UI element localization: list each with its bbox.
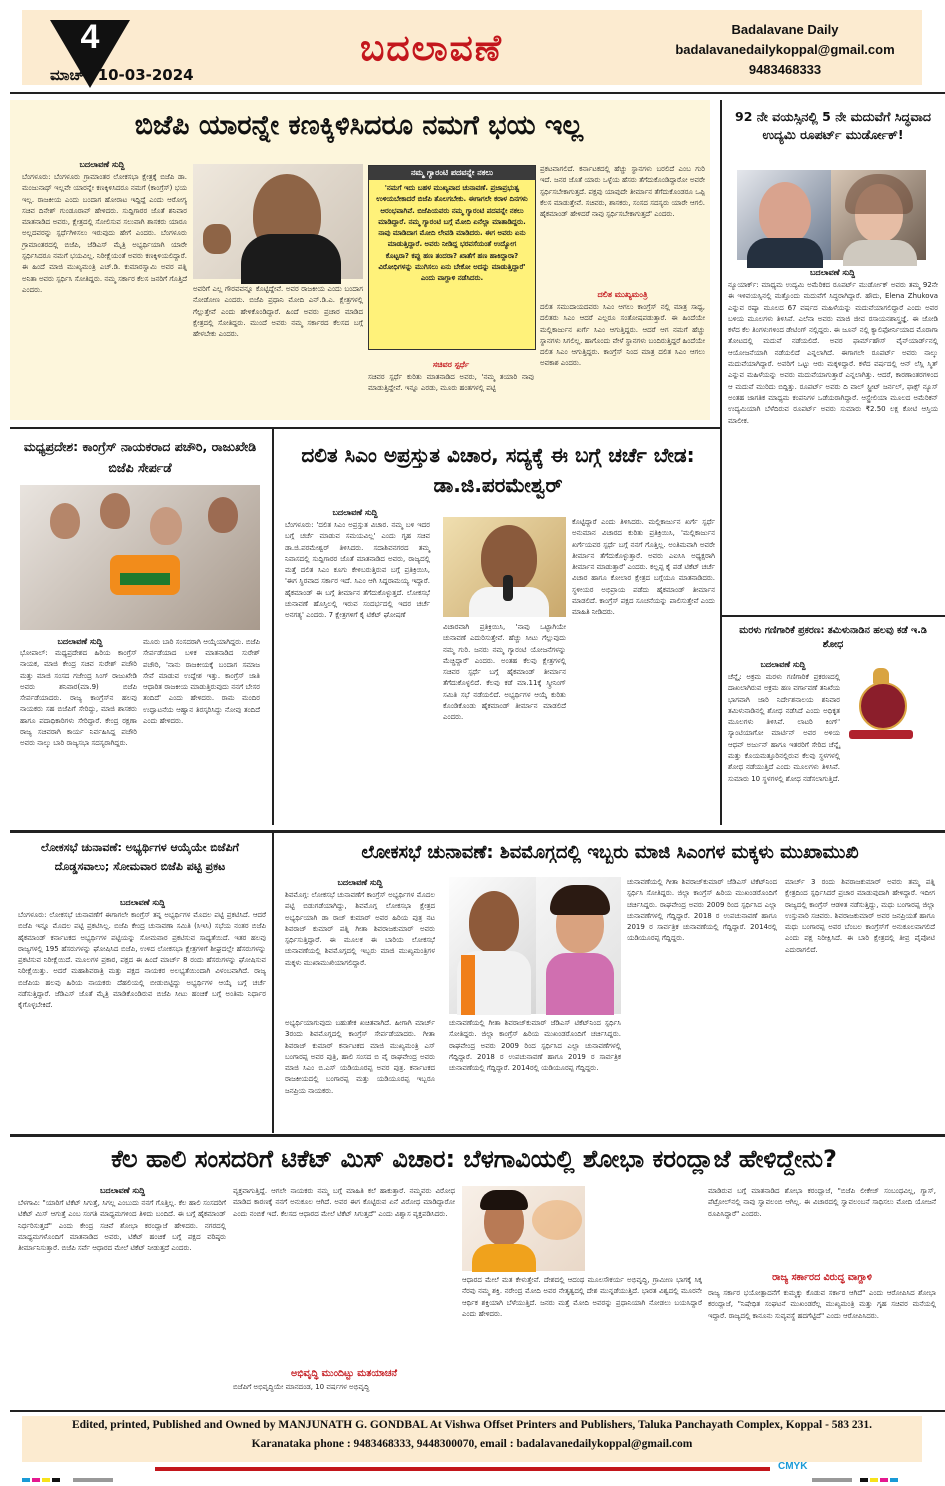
dalit-cm-col2: ವಿಚಾರವಾಗಿ ಪ್ರತಿಕ್ರಿಯಿಸಿ, 'ನಾವು ಒಟ್ಟಾಗಿಯೇ ಚುನಾವಣೆ ಎದುರಿಸುತ್ತೇವೆ. ಹೆಚ್ಚು ಸೀಟು ಗೆಲ್ಲುವುದು ನಮ್ಮ ಗುರಿ. ಜನರು ನಮ್ಮ ಗ್ಯಾರಂಟಿ ಯೋಜನೆಗಳನ್ನು ಮೆಚ್ಚಿದ್ದಾರೆ' ಎಂದರು. ಅಂತಹ ಕೆಲವು ಕ್ಷೇತ್ರಗಳಲ್ಲಿ ಸಚಿವರ ಸ್ಪರ್ಧೆ ಬಗ್ಗೆ ಹೈಕಮಾಂಡ್ ತೀರ್ಮಾನ ತೆಗೆದುಕೊಳ್ಳಲಿದೆ. ಕೆಲವು ಕಡೆ ಮಾ.11ಕ್ಕೆ ಸ್ಕ್ರೀನಿಂಗ್ ಸಮಿತಿ ಸಭೆ ನಡೆಯಲಿದೆ. ಅಭ್ಯರ್ಥಿಗಳ ಆಯ್ಕೆ ಕುರಿತು ಕೊಂಡಿಕೊಂಡು ಹೈಕಮಾಂಡ್ ತೀರ್ಮಾನ ಮಾಡಲಿದೆ ಎಂದರು. [443, 623, 566, 722]
divider [720, 100, 722, 825]
divider [722, 615, 945, 617]
shobha-sub-text: ಬಿಜೆಪಿಗೆ ಅಭಿವೃದ್ಧಿಯೇ ಮಾನದಂಡ, 10 ವರ್ಷಗಳ ಅಭಿವೃದ್ಧಿ [233, 1383, 370, 1391]
paper-name: Badalavane Daily [731, 22, 839, 37]
shobha-col1: ಬೆಳಗಾವಿ: "ಯಾರಿಗೆ ಟಿಕೆಟ್ ಸಿಗುತ್ತೆ, ಸಿಗಲ್ಲ ಎಂಬುದು ನನಗೆ ಗೊತ್ತಿಲ್ಲ. ಕೆಲ ಹಾಲಿ ಸಂಸದರಿಗೆ ಟಿಕೆಟ್ ಮಿಸ್ ಆಗುತ್ತೆ ಎಂಬ ಸಂಗತಿ ಮಾಧ್ಯಮಗಳಿಂದ ತಿಳಿದು ಬಂದಿದೆ. ಈ ಬಗ್ಗೆ ಹೈಕಮಾಂಡ್ ನಿರ್ಧರಿಸುತ್ತದೆ" ಎಂದು ಕೇಂದ್ರ ಸಚಿವೆ ಶೋಭಾ ಕರಂದ್ಲಾಜೆ ಹೇಳಿದರು. ನಗರದಲ್ಲಿ ಮಾಧ್ಯಮಗಳೊಂದಿಗೆ ಮಾತನಾಡಿದ ಅವರು, ಟಿಕೆಟ್ ಹಂಚಿಕೆ ಬಗ್ಗೆ ಪಕ್ಷದ ವರಿಷ್ಠರು ತೀರ್ಮಾನಿಸುತ್ತಾರೆ. ಬಿಜೆಪಿ ಸರ್ವೆ ಆಧಾರದ ಮೇಲೆ ಟಿಕೆಟ್ ನೀಡುತ್ತದೆ ಎಂದರು. [18, 1199, 226, 1253]
shobha-photo [462, 1186, 585, 1271]
ls-bjp-body: ಬೆಂಗಳೂರು: ಲೋಕಸಭೆ ಚುನಾವಣೆಗೆ ಈಗಾಗಲೇ ಕಾಂಗ್ರೆಸ್ ತನ್ನ ಅಭ್ಯರ್ಥಿಗಳ ಮೊದಲ ಪಟ್ಟಿ ಪ್ರಕಟಿಸಿದೆ. ಆದರೆ ಬಿಜೆಪಿ ಇನ್ನೂ ಮೊದಲ ಪಟ್ಟಿ ಪ್ರಕಟಿಸಿಲ್ಲ. ಬಿಜೆಪಿ ಕೇಂದ್ರ ಚುನಾವಣಾ ಸಮಿತಿ (ಸಿಇಸಿ) ಸಭೆಯ ನಂತರ ಬಿಜೆಪಿ ಹೈಕಮಾಂಡ್ ಕರ್ನಾಟಕದ ಅಭ್ಯರ್ಥಿಗಳ ಪಟ್ಟಿಯನ್ನು ಸೋಮವಾರ ಪ್ರಕಟಿಸುವ ಸಾಧ್ಯತೆಯಿದೆ. ಇತರ ಹಲವು ರಾಜ್ಯಗಳಲ್ಲಿ 195 ಹೆಸರುಗಳನ್ನು ಘೋಷಿಸಿದ ಬಿಜೆಪಿ, ಉಳಿದ ಲೋಕಸಭಾ ಕ್ಷೇತ್ರಗಳಿಗೆ ಶೀಘ್ರದಲ್ಲೇ ಹೆಸರುಗಳನ್ನು ಪ್ರಕಟಿಸುವ ನಿರೀಕ್ಷೆಯಿದೆ. ಮೂಲಗಳ ಪ್ರಕಾರ, ಪಕ್ಷದ ಈ ಹಿಂದೆ ಮಾರ್ಚ್ 8 ರಂದು ಹೆಸರುಗಳನ್ನು ಘೋಷಿಸುವ ನಿರೀಕ್ಷೆಯಿತ್ತು. ಅದರೆ ಮಹಾಶಿವರಾತ್ರಿ ಮತ್ತು ಪಕ್ಷದ ನಾಯಕರ ಅಲಭ್ಯತೆಯಿಂದಾಗಿ ವಿಳಂಬವಾಗಿದೆ. ರಾಜ್ಯ ಬಿಜೆಪಿಯ ಹಲವು ಹಿರಿಯ ನಾಯಕರು ದೆಹಲಿಯಲ್ಲಿ ಬೀಡುಬಿಟ್ಟಿದ್ದು ಅಭ್ಯರ್ಥಿಗಳ ಆಯ್ಕೆ ಬಗ್ಗೆ ಚರ್ಚೆ ನಡೆಸುತ್ತಿದ್ದಾರೆ. ಜೆಡಿಎಸ್ ಜೊತೆ ಮೈತ್ರಿ ಮಾಡಿಕೊಂಡಿರುವ ಬಿಜೆಪಿ ಸೀಟು ಹಂಚಿಕೆ ಬಗ್ಗೆ ಅಂತಿಮ ನಿರ್ಧಾರ ಕೈಗೊಳ್ಳಬೇಕಿದೆ. [18, 911, 266, 1010]
newspaper-logo: ಬದಲಾವಣೆ [360, 28, 503, 69]
zhukova-photo [831, 170, 926, 260]
lead-sub1-text: ಸಚಿವರ ಸ್ಪರ್ಧೆ ಕುರಿತು ಮಾತನಾಡಿದ ಅವರು, 'ನಮ್ಮ ತಯಾರಿ ನಾವು ಮಾಡುತ್ತಿದ್ದೇವೆ. ಇನ್ನೂ ಎರಡು, ಮೂರು ಹಂತಗಳಲ್ಲಿ ಪಟ್ಟಿ [368, 373, 534, 393]
ed-headline: ಮರಳು ಗಣಿಗಾರಿಕೆ ಪ್ರಕರಣ: ತಮಿಳುನಾಡಿನ ಹಲವು ಕಡೆ ಇ.ಡಿ ಶೋಧ [739, 625, 927, 650]
imprint-footer [22, 1416, 922, 1462]
raghavendra-photo [449, 877, 536, 1014]
divider [272, 429, 274, 825]
shobha-sub2-text: ರಾಜ್ಯ ಸರ್ಕಾರ ಭಯೋತ್ಪಾದನೆಗೆ ಕುಮ್ಮಕ್ಕು ಕೊಡುವ ಸರ್ಕಾರ ಆಗಿದೆ" ಎಂದು ಆರೋಪಿಸಿದ ಶೋಭಾ ಕರಂದ್ಲಾಜೆ, "ನಿಷೇಧಿತ ಸಂಘಟನೆ ಮುಖಂಡರೆಲ್ಲ ಮುಖ್ಯಮಂತ್ರಿ ಮತ್ತು ಗೃಹ ಸಚಿವರ ಮನೆಯಲ್ಲಿ ಇದ್ದಾರೆ. ರಾಜ್ಯದಲ್ಲಿ ಕಾನೂನು ಸುವ್ಯವಸ್ಥೆ ಹದಗೆಟ್ಟಿದೆ" ಎಂದು ಆರೋಪಿಸಿದರು. [708, 1289, 936, 1320]
parameshwar-photo [443, 517, 566, 617]
byline: ಬದಲಾವಣೆ ಸುದ್ದಿ [760, 660, 806, 669]
lead-col4: ಪ್ರಕಟವಾಗಲಿದೆ. ಕರ್ನಾಟಕದಲ್ಲಿ ಹೆಚ್ಚು ಸ್ಥಾನಗಳು ಬರಲಿದೆ ಎಂಬ ಗುರಿ ಇದೆ. ಜನರ ಜೊತೆ ಯಾರು ಒಳ್ಳೆಯ ಹೆಸರು ತೆಗೆದುಕೊಂಡಿದ್ದಾರೋ ಅವರೇ ಸ್ಪರ್ಧಿಸಬೇಕಾಗುತ್ತದೆ. ಪಕ್ಷವು ಯಾವುದೇ ತೀರ್ಮಾನ ತೆಗೆದುಕೊಂಡರೂ ಒಪ್ಪಿ ಕೆಲಸ ಮಾಡುತ್ತೇವೆ. ಸಚಿವರು, ಶಾಸಕರು, ಸಂಸದ ಸದಸ್ಯರು ಯಾರೇ ಆಗಲಿ. ಹೈಕಮಾಂಡ್ ಹೇಳಿದರೆ ನಾವು ಸ್ಪರ್ಧಿಸಬೇಕಾಗುತ್ತದೆ' ಎಂದರು. [540, 165, 705, 219]
imprint-line-1: Edited, printed, Published and Owned by MANJUNATH G. GONDBAL At Vishwa Offset Printers and Publishers, Taluka Panchayath Complex, Koppal - 583 231. [71, 1419, 873, 1431]
divider [10, 92, 945, 94]
shobha-subhead-development: ಅಭಿವೃದ್ಧಿ ಮುಂದಿಟ್ಟು ಮತಯಾಚನೆ [290, 1368, 398, 1379]
ed-emblem [845, 668, 917, 748]
geetha-photo [536, 877, 621, 1014]
shivamogga-col3b: ಚುನಾವಣೆಯಲ್ಲಿ ಗೀತಾ ಶಿವರಾಜ್‌ಕುಮಾರ್ ಜೆಡಿಎಸ್ ಟಿಕೆಟ್‌ನಿಂದ ಸ್ಪರ್ಧಿಸಿ ಸೋತಿದ್ದರು. ಜಿಲ್ಲಾ ಕಾಂಗ್ರೆಸ್ ಹಿರಿಯ ಮುಖಂಡರೊಂದಿಗೆ ಚರ್ಚಿಸಿದ್ದರು. ರಾಘವೇಂದ್ರ ಅವರು 2009 ರಿಂದ ಸ್ಪರ್ಧಿಸಿದ ಎಲ್ಲಾ ಚುನಾವಣೆಗಳಲ್ಲಿ ಗೆದ್ದಿದ್ದಾರೆ. 2018 ರ ಉಪಚುನಾವಣೆ ಹಾಗೂ 2019 ರ ಸಾರ್ವತ್ರಿಕ ಚುನಾವಣೆಯಲ್ಲಿ ಗೆದ್ದಿದ್ದಾರೆ. 2014ರಲ್ಲಿ ಯಡಿಯೂರಪ್ಪ ಗೆದ್ದಿದ್ದರು. [627, 878, 777, 943]
mp-headline: ಮಧ್ಯಪ್ರದೇಶ: ಕಾಂಗ್ರೆಸ್ ನಾಯಕರಾದ ಪಚೌರಿ, ರಾಜುಖೇಡಿ ಬಿಜೆಪಿ ಸೇರ್ಪಡೆ [23, 439, 257, 475]
cmyk-mark: CMYK [778, 1461, 808, 1472]
lead-subhead-dalit-cm: ದಲಿತ ಮುಖ್ಯಮಂತ್ರಿ [597, 290, 648, 299]
color-bar-right [812, 1467, 900, 1486]
mp-col2: ಮೂರು ಬಾರಿ ಸಂಸದರಾಗಿ ಆಯ್ಕೆಯಾಗಿದ್ದರು. ಬಿಜೆಪಿ ಸೇರ್ಪಡೆಯಾದ ಬಳಿಕ ಮಾತನಾಡಿದ ಸುರೇಶ್ ಪಚೌರಿ, 'ನಾನು ರಾಜಕೀಯಕ್ಕೆ ಬಂದಾಗ ಸಮಾಜ ಸೇವೆ ಮಾಡುವ ಉದ್ದೇಶ ಇತ್ತು. ಕಾಂಗ್ರೆಸ್ ಜಾತಿ ಆಧಾರಿತ ರಾಜಕೀಯ ಮಾಡುತ್ತಿರುವುದು ನನಗೆ ಬೇಸರ ತಂದಿದೆ' ಎಂದು ಹೇಳಿದರು. ರಾಮ ಮಂದಿರ ಉದ್ಘಾಟನೆಯ ಆಹ್ವಾನ ತಿರಸ್ಕರಿಸಿದ್ದು ನೋವು ತಂದಿದೆ ಎಂದು ಹೇಳಿದರು. [143, 638, 260, 726]
murdoch-body: ನ್ಯೂಯಾರ್ಕ್: ಮಾಧ್ಯಮ ಉದ್ಯಮಿ ಅಮೆರಿಕದ ರೂಪರ್ಟ್ ಮುರ್ಡೋಕ್ ಅವರು ತಮ್ಮ 92ನೇ ಈ ಇಳಿವಯಸ್ಸಿನಲ್ಲಿ ಮತ್ತೊಂದು ಮದುವೆಗೆ ಸಿದ್ಧರಾಗಿದ್ದಾರೆ. ಹೌದು, Elena Zhukova ಎನ್ನುವ ರಷ್ಯಾ ಮೂಲದ 67 ವರ್ಷದ ಮಹಿಳೆಯನ್ನು ಮದುವೆಯಾಗಲಿದ್ದಾರೆ ಎಂದು ಅವರ ಬಳಿಯ ಮೂಲಗಳು ತಿಳಿಸಿವೆ. ಎಲೆನಾ ಅವರು ಮಾಜಿ ಜೀವ ರಸಾಯನಶಾಸ್ತ್ರಜ್ಞೆ. ಈ ಜೋಡಿ ಕಳೆದ ಕೆಲ ತಿಂಗಳುಗಳಿಂದ ಡೇಟಿಂಗ್ ನಲ್ಲಿದ್ದರು. ಈ ಜೂನ್ ನಲ್ಲಿ ಕ್ಯಾಲಿಫೋರ್ನಿಯಾದ ಮೊರಾಗಾ ತೋಟದಲ್ಲಿ ಮದುವೆ ನಡೆಯಲಿದೆ. ಅವರ ಫಾರ್ಮ್‌ಹೌಸ್ ವೈನ್‌ಯಾರ್ಡ್‌ನಲ್ಲಿ ಆಯೋಜನೆಯಾಗಿ ನಡೆಯಲಿದೆ ಎನ್ನಲಾಗಿದೆ. ಈಗಾಗಲೇ ರೂಪರ್ಟ್ ಅವರು ನಾಲ್ಕು ಮದುವೆಯಾಗಿದ್ದಾರೆ. ಅವರಿಗೆ ಒಟ್ಟು ಆರು ಮಕ್ಕಳಿದ್ದಾರೆ. ಕಳೆದ ವರ್ಷದಲ್ಲಿ ಆನ್ ಲೆಸ್ಲಿ ಸ್ಮಿತ್ ಎನ್ನುವ ಮಹಿಳೆಯನ್ನು ಅವರು ಮದುವೆಯಾಗುತ್ತಾರೆ ಎನ್ನಲಾಗಿತ್ತು. ಆದರೆ, ಕಾರಣಾಂತರಗಳಿಂದ ಆ ಮದುವೆ ಮುರಿದು ಬಿದ್ದಿತ್ತು. ರೂಪರ್ಟ್ ಅವರು ದಿ ವಾಲ್ ಸ್ಟ್ರೀಟ್ ಜರ್ನಲ್, ಫಾಕ್ಸ್ ನ್ಯೂಸ್ ಅಂತಹ ಜಾಗತಿಕ ಮಾಧ್ಯಮ ಕಂಪನಿಗಳ ಒಡೆಯರಾಗಿದ್ದಾರೆ. ಆಸ್ಟ್ರೇಲಿಯಾ ಮೂಲದ ಅಮೆರಿಕನ್ ಉದ್ಯಮಿಯಾಗಿ ಬೆಳೆದಿರುವ ರೂಪರ್ಟ್ ಅವರು ಸುಮಾರು ₹2.50 ಲಕ್ಷ ಕೋಟಿ ಆಸ್ತಿಯ ಮಾಲೀಕ. [728, 281, 938, 425]
byline: ಬದಲಾವಣೆ ಸುದ್ದಿ [332, 508, 378, 517]
byline: ಬದಲಾವಣೆ ಸುದ್ದಿ [337, 878, 383, 887]
red-rule [155, 1467, 770, 1471]
lead-photo-caption: ಅವರಿಗೆ ಎಲ್ಲ ಗೌರವವನ್ನೂ ಕೊಟ್ಟಿದ್ದೇವೆ. ಅವರ ರಾಜಕೀಯ ಎಂದು ಬಂದಾಗ ನೋಡೋಣ ಎಂದರು. ಬಿಜೆಪಿ ಪ್ರಧಾನಿ ಮೋದಿ ಎನ್.ಡಿ.ಎ. ಕ್ಷೇತ್ರಗಳಲ್ಲಿ ಗೆಲ್ಲುತ್ತೇವೆ ಎಂದು ಹೇಳಿಕೊಂಡಿದ್ದಾರೆ. ಹಿಂದೆ ಅವರು ಪ್ರಚಾರ ಮಾಡಿದ ಕ್ಷೇತ್ರದಲ್ಲಿ ಸೋತಿದ್ದರು. ಮುಂದೆ ಅವರು ನಮ್ಮ ಸರ್ಕಾರದ ಕೆಲಸದ ಬಗ್ಗೆ ಹೇಳಬೇಕು ಎಂದರು. [193, 285, 363, 339]
shobha-col3: ಆಧಾರದ ಮೇಲೆ ಮತ ಕೇಳುತ್ತೇವೆ. ದೇಶದಲ್ಲಿ ಆದಂಥ ಮೂಲಸೌಕರ್ಯ ಅಭಿವೃದ್ಧಿ, ಗ್ರಾಮೀಣ ಭಾಗಕ್ಕೆ ಸಿಕ್ಕ ನೆರವು ನಮ್ಮ ಶಕ್ತಿ. ನರೇಂದ್ರ ಮೋದಿ ಅವರ ನೇತೃತ್ವದಲ್ಲಿ ದೇಶ ಮುನ್ನಡೆಯುತ್ತಿದೆ. ಭಾರತ ವಿಶ್ವದಲ್ಲಿ ಮೂರನೇ ಆರ್ಥಿಕ ಶಕ್ತಿಯಾಗಿ ಬೆಳೆಯುತ್ತಿದೆ. ಜನರು ಮತ್ತೆ ಮೋದಿ ಅವರನ್ನು ಪ್ರಧಾನಿಯಾಗಿ ನೋಡಲು ಬಯಸಿದ್ದಾರೆ ಎಂದು ಹೇಳಿದರು. [462, 1276, 702, 1318]
lead-sub2-text: ದಲಿತ ಸಮುದಾಯದವರು ಸಿಎಂ ಆಗಲು ಕಾಂಗ್ರೆಸ್ ನಲ್ಲಿ ಮಾತ್ರ ಸಾಧ್ಯ, ದಲಿತರು ಸಿಎಂ ಆದರೆ ಎಲ್ಲರೂ ಸಂತೋಷಪಡುತ್ತಾರೆ. ಈ ಹಿಂದೆಯೇ ಮಲ್ಲಿಕಾರ್ಜುನ ಖರ್ಗೆ ಸಿಎಂ ಆಗುತ್ತಿದ್ದರು. ಆದರೆ ಆಗ ನಮಗೆ ಹೆಚ್ಚು ಸ್ಥಾನಗಳು ಸಿಗಲಿಲ್ಲ. ಹಾಗೊಂದು ವೇಳೆ ಸ್ಥಾನಗಳು ಬಂದಿರುತ್ತಿದ್ದರೆ ಹಿಂದೆಯೇ ದಲಿತ ಸಿಎಂ ಆಗುತ್ತಿದ್ದರು. ಕಾಂಗ್ರೆಸ್ ನಿಂದ ಮಾತ್ರ ದಲಿತ ಸಿಎಂ ಆಗಲು ಅವಕಾಶ ಎಂದರು. [540, 303, 705, 368]
masthead-contact [660, 20, 910, 80]
divider [272, 833, 274, 1133]
murdoch-headline: 92 ನೇ ವಯಸ್ಸಿನಲ್ಲಿ 5 ನೇ ಮದುವೆಗೆ ಸಿದ್ಧವಾದ ಉದ್ಯಮಿ ರೂಪರ್ಟ್ ಮುರ್ಡೋಕ್! [735, 109, 931, 142]
dalit-cm-col3: ಕೊಟ್ಟಿದ್ದಾರೆ ಎಂದು ತಿಳಿಸಿದರು. ಮಲ್ಲಿಕಾರ್ಜುನ ಖರ್ಗೆ ಸ್ಪರ್ಧೆ ಅನುಮಾನ ವಿಚಾರದ ಕುರಿತು ಪ್ರತಿಕ್ರಿಯಿಸಿ, 'ಮಲ್ಲಿಕಾರ್ಜುನ ಖರ್ಗೆಯವರ ಸ್ಪರ್ಧೆ ಬಗ್ಗೆ ನನಗೆ ಗೊತ್ತಿಲ್ಲ. ಅಂತಿಮವಾಗಿ ಅವರೇ ತೀರ್ಮಾನ ತೆಗೆದುಕೊಳ್ಳುತ್ತಾರೆ. ಅವರು ಎಐಸಿಸಿ ಅಧ್ಯಕ್ಷರಾಗಿ ತೀರ್ಮಾನ ಮಾಡುತ್ತಾರೆ' ಎಂದರು. ಕಲ್ಲಪ್ಪ ಕೈ ಪಡೆ ಟಿಕೆಟ್ ಚರ್ಚೆ ವಿಚಾರ ಹಾಗೂ ಕೋಲಾರ ಕ್ಷೇತ್ರದ ಬಗ್ಗೆಯೂ ಮಾತನಾಡಿದರು. ಸ್ಥಳೀಯರ ಅಭಿಪ್ರಾಯ ಪಡೆದು ಹೈಕಮಾಂಡ್ ತೀರ್ಮಾನ ಮಾಡಲಿದೆ. ಕಾಂಗ್ರೆಸ್ ಪಕ್ಷದ ಸೂಚನೆಯನ್ನು ಪಾಲಿಸುತ್ತೇವೆ ಎಂದು ಮಾಹಿತಿ ನೀಡಿದರು. [572, 518, 715, 617]
divider [10, 1410, 945, 1412]
shobha-headline: ಕೆಲ ಹಾಲಿ ಸಂಸದರಿಗೆ ಟಿಕೆಟ್ ಮಿಸ್ ವಿಚಾರ: ಬೆಳಗಾವಿಯಲ್ಲಿ ಶೋಭಾ ಕರಂದ್ಲಾಜೆ ಹೇಳಿದ್ದೇನು? [111, 1145, 837, 1173]
byline: ಬದಲಾವಣೆ ಸುದ್ದಿ [57, 637, 103, 646]
ls-bjp-headline: ಲೋಕಸಭೆ ಚುನಾವಣೆ: ಅಭ್ಯರ್ಥಿಗಳ ಆಯ್ಕೆಯೇ ಬಿಜೆಪಿಗೆ ದೊಡ್ಡಸವಾಲು; ಸೋಮವಾರ ಬಿಜೆಪಿ ಪಟ್ಟಿ ಪ್ರಕಟ [41, 841, 239, 873]
byline: ಬದಲಾವಣೆ ಸುದ್ದಿ [99, 1186, 146, 1195]
shivamogga-col4: ಮಾರ್ಚ್ 3 ರಂದು ಶಿವರಾಜಕುಮಾರ್ ಅವರು ತಮ್ಮ ಪತ್ನಿ ಕ್ಷೇತ್ರದಿಂದ ಸ್ಪರ್ಧಿಸಿದರೆ ಪ್ರಚಾರ ಮಾಡುವುದಾಗಿ ಹೇಳಿದ್ದಾರೆ. ಇದೀಗ ರಾಜ್ಯದಲ್ಲಿ ಕಾಂಗ್ರೆಸ್ ಆಡಳಿತ ನಡೆಸುತ್ತಿದ್ದು, ಮಧು ಬಂಗಾರಪ್ಪ ಜಿಲ್ಲಾ ಉಸ್ತುವಾರಿ ಸಚಿವರು. ಶಿವರಾಜಕುಮಾರ್ ಅವರ ಜನಪ್ರಿಯತೆ ಹಾಗೂ ಮಧು ಬಂಗಾರಪ್ಪ ಅವರ ಬೆಂಬಲ ಕಾಂಗ್ರೆಸ್‌ಗೆ ಅನುಕೂಲವಾಗಲಿದೆ ಎಂದು ಪಕ್ಷ ನಿರೀಕ್ಷಿಸಿದೆ. ಈ ಬಾರಿ ಕ್ಷೇತ್ರದಲ್ಲಿ ತೀವ್ರ ಪೈಪೋಟಿ ಎದುರಾಗಲಿದೆ. [785, 878, 935, 954]
shivamogga-headline: ಲೋಕಸಭೆ ಚುನಾವಣೆ: ಶಿವಮೊಗ್ಗದಲ್ಲಿ ಇಬ್ಬರು ಮಾಜಿ ಸಿಎಂಗಳ ಮಕ್ಕಳು ಮುಖಾಮುಖಿ [361, 842, 859, 863]
byline: ಬದಲಾವಣೆ ಸುದ್ದಿ [79, 160, 125, 169]
guarantee-box-text: 'ನಮಗೆ ಇದು ಬಹಳ ಮುಖ್ಯವಾದ ಚುನಾವಣೆ. ಪ್ರಜಾಪ್ರಭುತ್ವ ಉಳಿಯಬೇಕಾದರೆ ಬಿಜೆಪಿ ತೊಲಗಬೇಕು. ಈಗಾಗಲೇ ಕರಾಳ ದಿನಗಳು ಆರಂಭವಾಗಿವೆ. ಬಿಜೆಪಿಯವರು ನಮ್ಮ ಗ್ಯಾರಂಟಿ ಪದವನ್ನೇ ನಕಲು ಮಾಡಿದ್ದಾರೆ. ನಮ್ಮ ಗ್ಯಾರಂಟಿ ಬಗ್ಗೆ ಮೋದಿ ಏನೆಲ್ಲಾ ಮಾತಾಡಿದ್ದರು. ನಾವು ಮಾಡಿದಾಗ ಮೋದಿ ಲೇವಡಿ ಮಾಡಿದರು. ಈಗ ಅವರು ಏನು ಮಾಡುತ್ತಿದ್ದಾರೆ. ಅವರು ನೀಡಿದ್ದ ಭರವಸೆಯಂತೆ ಉದ್ಯೋಗ ಕೊಟ್ಟರಾ? ಕಪ್ಪು ಹಣ ತಂದರಾ? ಖಾತೆಗೆ ಹಣ ಹಾಕಿದ್ದಾರಾ? ವಿರೋಧಿಗಳನ್ನು ಮುಗಿಸಲು ಏನು ಬೇಕೋ ಅದನ್ನು ಮಾಡುತ್ತಿದ್ದಾರೆ' ಎಂದು ವಾಗ್ದಾಳಿ ನಡೆಸಿದರು. [376, 184, 528, 283]
shivamogga-col2: ಅಭ್ಯರ್ಥಿಯಾಗುವುದು ಬಹುತೇಕ ಖಚಿತವಾಗಿದೆ. ಹೀಗಾಗಿ ಮಾರ್ಚ್ 3ರಂದು ಶಿವಮೊಗ್ಗದಲ್ಲಿ ಕಾಂಗ್ರೆಸ್ ಸೇರ್ಪಡೆಯಾದರು. ಗೀತಾ ಶಿವರಾಜ್ ಕುಮಾರ್ ಕರ್ನಾಟಕದ ಮಾಜಿ ಮುಖ್ಯಮಂತ್ರಿ ಎಸ್ ಬಂಗಾರಪ್ಪ ಅವರ ಪುತ್ರಿ, ಹಾಲಿ ಸಂಸದ ಬಿ ವೈ ರಾಘವೇಂದ್ರ ಅವರು ಮಾಜಿ ಸಿಎಂ ಬಿ.ಎಸ್ ಯಡಿಯೂರಪ್ಪ ಅವರ ಪುತ್ರ. ಕರ್ನಾಟಕದ ರಾಜಕೀಯದಲ್ಲಿ ಬಂಗಾರಪ್ಪ ಮತ್ತು ಯಡಿಯೂರಪ್ಪ ಇಬ್ಬರೂ ಜನಪ್ರಿಯ ನಾಯಕರು. [285, 1019, 435, 1095]
byline: ಬದಲಾವಣೆ ಸುದ್ದಿ [809, 268, 856, 277]
lead-photo [193, 164, 363, 279]
guarantee-box [368, 165, 536, 350]
lead-col1: ಬೆಂಗಳೂರು: ಬೆಂಗಳೂರು ಗ್ರಾಮಾಂತರ ಲೋಕಸಭಾ ಕ್ಷೇತ್ರಕ್ಕೆ ಬಿಜೆಪಿ ಡಾ. ಮಂಜುನಾಥ್ ಇಲ್ಲವೇ ಯಾರನ್ನೇ ಕಣಕ್ಕಿಳಿಸಿದರೂ ನಮಗೆ (ಕಾಂಗ್ರೆಸ್) ಭಯ ಇಲ್ಲ. ರಾಜಕೀಯ ಎಂದು ಬಂದಾಗ ಹೋರಾಟ ಇದ್ದಿದ್ದೆ ಎಂದು ಆರೋಗ್ಯ ಸಚಿವ ದಿನೇಶ್ ಗುಂಡೂರಾವ್ ಹೇಳಿದರು. ಸುದ್ದಿಗಾರರ ಜೊತೆ ಶನಿವಾರ ಮಾತನಾಡಿದ ಅವರು, ಕ್ಷೇತ್ರದಲ್ಲಿ ಸೋಲಿಸುವ ಸಲುವಾಗಿ ಶಾಸಕರು ಯಾರೂ ಅಲ್ಲದವರನ್ನು ಸ್ಪರ್ಧೆಗಿಳಿಸಲು ಇರುವುದು ಹೇಗೆ ಎಂದರು. ಬೆಂಗಳೂರು ಗ್ರಾಮಾಂತರದಲ್ಲಿ ಬಿಜೆಪಿ, ಜೆಡಿಎಸ್ ಮೈತ್ರಿ ಅಭ್ಯರ್ಥಿಯಾಗಿ ಯಾರೇ ಸ್ಪರ್ಧಿಸಿದರೂ ನಮಗೆ ಭಯವಿಲ್ಲ. ನಿರೀಕ್ಷೆಯಂತೆ ಅವರು ಕಣಕ್ಕಿಳಿಯಲಿದ್ದಾರೆ. ಈ ಹಿಂದೆ ಮಾಜಿ ಮುಖ್ಯಮಂತ್ರಿ ಎಚ್.ಡಿ. ಕುಮಾರಸ್ವಾಮಿ ಅವರ ಪತ್ನಿ ಅನಿತಾ ಅವರು ಸ್ಪರ್ಧಿಸಿ ಸೋತಿದ್ದರು. ನಮ್ಮ ಸರ್ಕಾರ ಕೆಲಸ ಜನರಿಗೆ ಗೊತ್ತಿದೆ ಎಂದರು. [22, 173, 187, 294]
masthead-phone: 9483468333 [748, 62, 822, 77]
dalit-cm-headline: ದಲಿತ ಸಿಎಂ ಅಪ್ರಸ್ತುತ ವಿಚಾರ, ಸದ್ಯಕ್ಕೆ ಈ ಬಗ್ಗೆ ಚರ್ಚೆ ಬೇಡ: ಡಾ.ಜಿ.ಪರಮೇಶ್ವರ್ [301, 443, 695, 497]
divider [10, 427, 722, 429]
shobha-col4: ಮಾಡಿರುವ ಬಗ್ಗೆ ಮಾತನಾಡಿದ ಶೋಭಾ ಕರಂದ್ಲಾಜೆ, "ಬಿಜೆಪಿ ಲೀಕೇಜ್ ಸಂಬಂಧವಿಲ್ಲ, ಗ್ಯಾಸ್, ಪೆಟ್ರೋಲ್‌ನಲ್ಲಿ ನಾವು ಸ್ವಾವಲಂಬಿ ಆಗಿಲ್ಲ. ಈ ವಿಚಾರದಲ್ಲಿ ಸ್ವಾವಲಂಬನೆ ಸಾಧಿಸಲು ಮೋದಿ ಯೋಜನೆ ರೂಪಿಸಿದ್ದಾರೆ" ಎಂದರು. [708, 1187, 936, 1218]
mp-col1: ಭೋಪಾಲ್: ಮಧ್ಯಪ್ರದೇಶದ ಹಿರಿಯ ಕಾಂಗ್ರೆಸ್ ನಾಯಕ, ಮಾಜಿ ಕೇಂದ್ರ ಸಚಿವ ಸುರೇಶ್ ಪಚೌರಿ ಮತ್ತು ಮಾಜಿ ಸಂಸದ ಗಜೇಂದ್ರ ಸಿಂಗ್ ರಾಜುಖೇಡಿ ಅವರು ಶನಿವಾರ(ಮಾ.9) ಬಿಜೆಪಿ ಸೇರ್ಪಡೆಯಾದರು. ರಾಜ್ಯ ಕಾಂಗ್ರೆಸ್‌ನ ಹಲವು ನಾಯಕರು ಸಹ ಬಿಜೆಪಿಗೆ ಸೇರಿದ್ದು, ಮಾಜಿ ಶಾಸಕರು ಹಾಗೂ ಪದಾಧಿಕಾರಿಗಳು ಸೇರಿದ್ದಾರೆ. ಕೇಂದ್ರ ರಕ್ಷಣಾ ರಾಜ್ಯ ಸಚಿವರಾಗಿ ಕಾರ್ಯ ನಿರ್ವಹಿಸಿದ್ದ ಪಚೌರಿ ಅವರು ನಾಲ್ಕು ಬಾರಿ ರಾಜ್ಯಸಭಾ ಸದಸ್ಯರಾಗಿದ್ದರು. [20, 649, 137, 748]
page-number: 4 [80, 18, 100, 56]
guarantee-box-title: ನಮ್ಮ ಗ್ಯಾರಂಟಿ ಪದವನ್ನೇ ನಕಲು [369, 166, 535, 180]
murdoch-photo [737, 170, 831, 260]
lead-headline: ಬಿಜೆಪಿ ಯಾರನ್ನೇ ಕಣಕ್ಕಿಳಿಸಿದರೂ ನಮಗೆ ಭಯ ಇಲ್ಲ [134, 110, 584, 141]
mp-photo [20, 485, 260, 630]
shivamogga-col1: ಶಿವಮೊಗ್ಗ: ಲೋಕಸಭೆ ಚುನಾವಣೆಗೆ ಕಾಂಗ್ರೆಸ್ ಅಭ್ಯರ್ಥಿಗಳ ಮೊದಲ ಪಟ್ಟಿ ಬಿಡುಗಡೆಯಾಗಿದ್ದು, ಶಿವಮೊಗ್ಗ ಲೋಕಸಭಾ ಕ್ಷೇತ್ರದ ಅಭ್ಯರ್ಥಿಯಾಗಿ ಡಾ ರಾಜ್ ಕುಮಾರ್ ಅವರ ಹಿರಿಯ ಪುತ್ರ ನಟ ಶಿವರಾಜ್ ಕುಮಾರ್ ಪತ್ನಿ ಗೀತಾ ಶಿವರಾಜಕುಮಾರ್ ಅವರು ಸ್ಪರ್ಧಿಸುತ್ತಿದ್ದಾರೆ. ಈ ಮೂಲಕ ಈ ಬಾರಿಯ ಲೋಕಸಭೆ ಚುನಾವಣೆಯಲ್ಲಿ ಶಿವಮೊಗ್ಗದಲ್ಲಿ ಇಬ್ಬರು ಮಾಜಿ ಮುಖ್ಯಮಂತ್ರಿಗಳ ಮಕ್ಕಳು ಮುಖಾಮುಖಿಯಾಗಲಿದ್ದಾರೆ. [285, 891, 435, 967]
color-bar-left [22, 1467, 115, 1486]
shivamogga-col3: ಚುನಾವಣೆಯಲ್ಲಿ ಗೀತಾ ಶಿವರಾಜ್‌ಕುಮಾರ್ ಜೆಡಿಎಸ್ ಟಿಕೆಟ್‌ನಿಂದ ಸ್ಪರ್ಧಿಸಿ ಸೋತಿದ್ದರು. ಜಿಲ್ಲಾ ಕಾಂಗ್ರೆಸ್ ಹಿರಿಯ ಮುಖಂಡರೊಂದಿಗೆ ಚರ್ಚಿಸಿದ್ದರು. ರಾಘವೇಂದ್ರ ಅವರು 2009 ರಿಂದ ಸ್ಪರ್ಧಿಸಿದ ಎಲ್ಲಾ ಚುನಾವಣೆಗಳಲ್ಲಿ ಗೆದ್ದಿದ್ದಾರೆ. 2018 ರ ಉಪಚುನಾವಣೆ ಹಾಗೂ 2019 ರ ಸಾರ್ವತ್ರಿಕ ಚುನಾವಣೆಯಲ್ಲಿ ಗೆದ್ದಿದ್ದಾರೆ. 2014ರಲ್ಲಿ ಯಡಿಯೂರಪ್ಪ ಗೆದ್ದಿದ್ದರು. [449, 1019, 621, 1073]
dalit-cm-col1: ಬೆಂಗಳೂರು: 'ದಲಿತ ಸಿಎಂ ಅಪ್ರಸ್ತುತ ವಿಚಾರ. ನಮ್ಮ ಬಳಿ ಇದರ ಬಗ್ಗೆ ಚರ್ಚೆ ಮಾಡುವ ಸಮಯವಿಲ್ಲ' ಎಂದು ಗೃಹ ಸಚಿವ ಡಾ.ಜಿ.ಪರಮೇಶ್ವರ್ ತಿಳಿಸಿದರು. ಸದಾಶಿವನಗರದ ತಮ್ಮ ನಿವಾಸದಲ್ಲಿ ಸುದ್ದಿಗಾರರ ಜೊತೆ ಮಾತನಾಡಿದ ಅವರು, ರಾಜ್ಯದಲ್ಲಿ ಮತ್ತೆ ದಲಿತ ಸಿಎಂ ಕೂಗು ಕೇಳಿಬರುತ್ತಿರುವ ಬಗ್ಗೆ ಪ್ರತಿಕ್ರಿಯಿಸಿ, 'ಈಗ ಸ್ಥಿರವಾದ ಸರ್ಕಾರ ಇದೆ. ಸಿಎಂ ಆಗಿ ಸಿದ್ದರಾಮಯ್ಯ ಇದ್ದಾರೆ. ಹೈಕಮಾಂಡ್ ಈ ಬಗ್ಗೆ ತೀರ್ಮಾನ ತೆಗೆದುಕೊಳ್ಳುತ್ತದೆ. ಲೋಕಸಭೆ ಚುನಾವಣೆ ಹೊಸ್ತಿಲಲ್ಲಿ ಇರುವ ಸಂದರ್ಭದಲ್ಲಿ ಇದರ ಚರ್ಚೆ ಅನಗತ್ಯ' ಎಂದರು. 7 ಕ್ಷೇತ್ರಗಳಿಗೆ ಕೈ ಟಿಕೆಟ್ ಘೋಷಣೆ [285, 521, 430, 620]
byline: ಬದಲಾವಣೆ ಸುದ್ದಿ [119, 898, 166, 907]
lead-subhead-ministers: ಸಚಿವರ ಸ್ಪರ್ಧೆ [432, 360, 470, 369]
divider [10, 1134, 945, 1137]
imprint-line-2: Karanataka phone : 9483468333, 9448300070, email : badalavanedailykoppal@gmail.com [251, 1438, 693, 1450]
masthead-email: badalavanedailykoppal@gmail.com [675, 42, 895, 57]
ed-body: ಚೆನ್ನೈ: ಅಕ್ರಮ ಮರಳು ಗಣಿಗಾರಿಕೆ ಪ್ರಕರಣದಲ್ಲಿ ದಾಖಲಾಗಿರುವ ಅಕ್ರಮ ಹಣ ವರ್ಗಾವಣೆ ತನಿಖೆಯ ಭಾಗವಾಗಿ ಜಾರಿ ನಿರ್ದೇಶನಾಲಯ ಶನಿವಾರ ತಮಿಳುನಾಡಿನಲ್ಲಿ ಶೋಧ ನಡೆಸಿದೆ ಎಂದು ಅಧಿಕೃತ ಮೂಲಗಳು ತಿಳಿಸಿವೆ. ಲಾಟರಿ ಕಿಂಗ್' ಸ್ಯಾಂಟಿಯಾಗೋ ಮಾರ್ಟಿನ್ ಅವರ ಅಳಿಯ ಆಧವ್ ಅರ್ಜುನ್ ಹಾಗೂ ಇತರರಿಗೆ ಸೇರಿದ ಚೆನ್ನೈ ಮತ್ತು ಕೊಯಮತ್ತೂರಿನಲ್ಲಿರುವ ಕೆಲವು ಸ್ಥಳಗಳಲ್ಲಿ ಶೋಧ ನಡೆಯುತ್ತಿದೆ ಎಂದು ಮೂಲಗಳು ತಿಳಿಸಿವೆ. ಸುಮಾರು 10 ಸ್ಥಳಗಳಲ್ಲಿ ಶೋಧ ನಡೆಸಲಾಗುತ್ತಿದೆ. [728, 673, 840, 783]
issue-date: ಮಾರ್ಚ್ 10-03-2024 [50, 66, 194, 84]
shobha-subhead-state-govt: ರಾಜ್ಯ ಸರ್ಕಾರದ ವಿರುದ್ಧ ವಾಗ್ದಾಳಿ [772, 1272, 872, 1283]
shobha-col2: ವ್ಯಕ್ತವಾಗುತ್ತಿದ್ದೆ. ಆಗಲೇ ನಾಯಕರು ನಮ್ಮ ಬಗ್ಗೆ ಮಾಹಿತಿ ಕಲೆ ಹಾಕುತ್ತಾರೆ. ನಮ್ಮವರು ವಿರೋಧ ಮಾಡಿದ ಕಾರಣಕ್ಕೆ ನನಗೆ ಅನುಕೂಲ ಆಗಿದೆ. ಅವರ ಈಗ ಕೊಟ್ಟಿರುವ ಏನೆ ವಿರೋಧ ಮಾಡಿದ್ದಾರೋ ಎಂದು ನಂಬಿಕೆ ಇದೆ. ಕೆಲಸದ ಆಧಾರದ ಮೇಲೆ ಟಿಕೆಟ್ ಸಿಗುತ್ತದೆ" ಎಂದು ವಿಶ್ವಾಸ ವ್ಯಕ್ತಪಡಿಸಿದರು. [233, 1187, 455, 1218]
divider [10, 830, 945, 833]
